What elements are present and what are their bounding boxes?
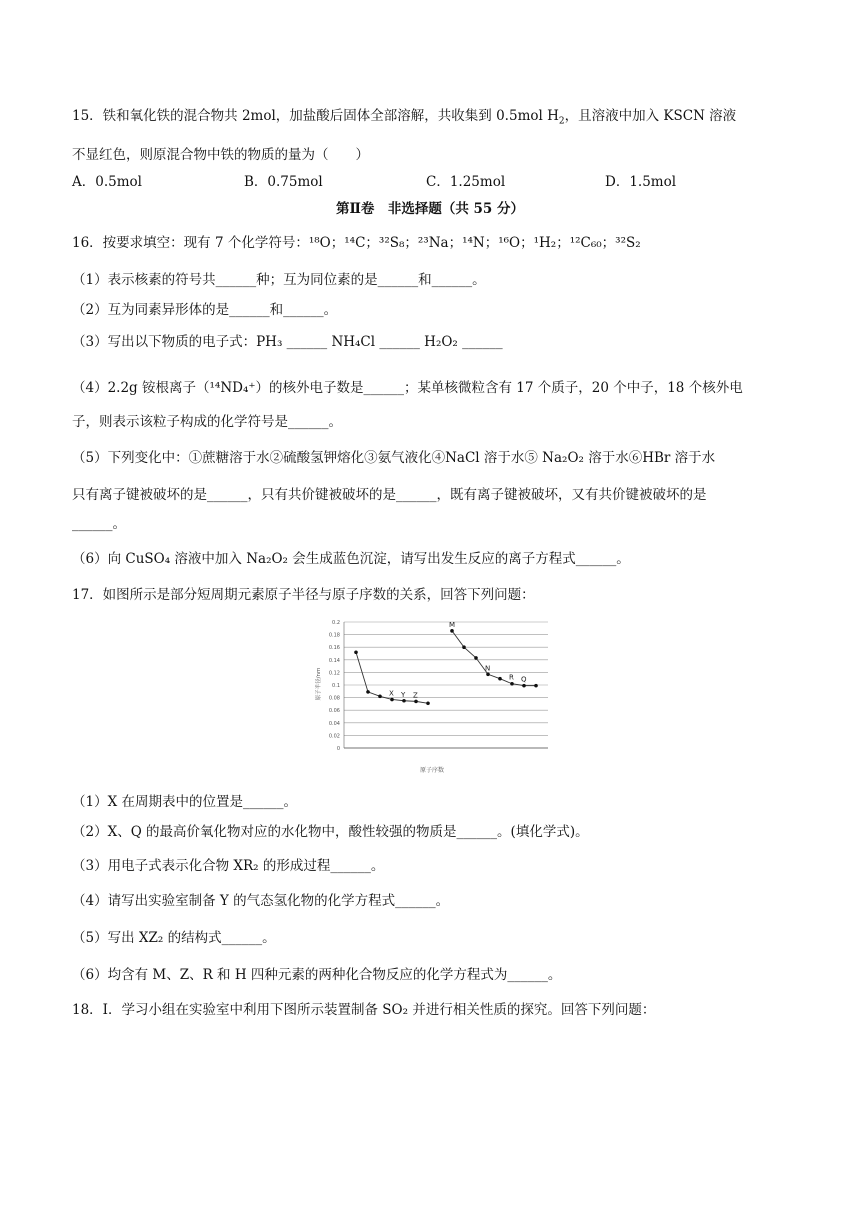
point-label: Y <box>401 690 406 699</box>
y-tick-label: 0.14 <box>328 657 340 664</box>
q16-intro-text: 16．按要求填空：现有 7 个化学符号： <box>72 235 309 251</box>
q16-p2: （2）互为同素异形体的是______和______。 <box>72 302 338 318</box>
y-tick-label: 0.18 <box>328 632 340 639</box>
y-tick-label: 0.12 <box>328 670 340 677</box>
q15-option-a: A．0.5mol <box>72 174 142 190</box>
y-tick-label: 0.1 <box>332 683 340 689</box>
q15-option-b: B．0.75mol <box>244 174 323 190</box>
y-tick-label: 0.06 <box>328 708 340 715</box>
y-axis-label: 原子半径/nm <box>316 667 322 701</box>
q17-p1: （1）X 在周期表中的位置是______。 <box>72 794 297 810</box>
q16-p4a: （4）2.2g 铵根离子（¹⁴ND₄⁺）的核外电子数是______；某单核微粒含有 17 个质子，20 个中子，18 个核外电 <box>72 380 743 396</box>
q15-h2-subscript: 2 <box>558 116 565 127</box>
data-point <box>354 650 358 654</box>
q17-p5: （5）写出 XZ₂ 的结构式______。 <box>72 930 276 946</box>
data-point <box>402 699 406 703</box>
q16-p5c: ______。 <box>72 516 126 532</box>
q17-p6: （6）均含有 M、Z、R 和 H 四种元素的两种化合物反应的化学方程式为______。 <box>72 967 562 983</box>
section2-title: 第Ⅱ卷 非选择题（共 55 分） <box>335 201 525 217</box>
q18-intro: 18．Ⅰ．学习小组在实验室中利用下图所示装置制备 SO₂ 并进行相关性质的探究。回答下列问题： <box>72 1002 656 1018</box>
q16-p3: （3）写出以下物质的电子式：PH₃ ______ NH₄Cl ______ H₂O₂ ______ <box>72 334 503 350</box>
data-point <box>426 701 430 705</box>
q16-p5b: 只有离子键被破坏的是______，只有共价键被破坏的是______，既有离子键被破坏，又有共价键被破坏的是 <box>72 487 707 503</box>
q15-text-a: 15．铁和氧化铁的混合物共 2mol，加盐酸后固体全部溶解，共收集到 0.5mol H <box>72 108 559 124</box>
q16-p5a: （5）下列变化中：①蔗糖溶于水②硫酸氢钾熔化③氨气液化④NaCl 溶于水⑤ Na₂O₂ 溶于水⑥HBr 溶于水 <box>72 450 716 466</box>
y-tick-label: 0.16 <box>328 645 340 652</box>
q15-text-c: ，且溶液中加入 KSCN 溶液 <box>564 108 737 124</box>
data-point <box>366 690 370 694</box>
q15-option-d: D．1.5mol <box>605 174 677 190</box>
q16-p4b: 子，则表示该粒子构成的化学符号是______。 <box>72 414 342 430</box>
y-tick-label: 0 <box>336 746 340 752</box>
data-point <box>534 684 538 688</box>
data-point <box>474 656 478 660</box>
data-point <box>510 682 514 686</box>
y-tick-label: 0.02 <box>328 733 340 740</box>
x-axis-label: 原子序数 <box>419 767 445 774</box>
data-point <box>522 684 526 688</box>
q15-line1 <box>72 106 736 126</box>
data-point <box>498 677 502 681</box>
q17-intro: 17．如图所示是部分短周期元素原子半径与原子序数的关系，回答下列问题： <box>72 587 535 603</box>
point-label: X <box>389 689 394 698</box>
q15-option-c: C．1.25mol <box>426 174 506 190</box>
data-point <box>486 672 490 676</box>
data-point <box>378 695 382 699</box>
q16-intro <box>72 233 641 253</box>
atomic-radius-chart <box>306 612 558 780</box>
point-label: R <box>509 673 514 682</box>
y-tick-label: 0.2 <box>332 620 340 626</box>
data-point <box>414 700 418 704</box>
data-point <box>450 629 454 633</box>
y-tick-label: 0.04 <box>328 720 340 727</box>
data-point <box>390 698 394 702</box>
q16-p6: （6）向 CuSO₄ 溶液中加入 Na₂O₂ 会生成蓝色沉淀，请写出发生反应的离子方程式______。 <box>72 551 630 567</box>
data-point <box>462 645 466 649</box>
q17-p2: （2）X、Q 的最高价氧化物对应的水化物中，酸性较强的物质是______。(填化学式)。 <box>72 824 589 840</box>
point-label: N <box>485 664 491 673</box>
q16-p1: （1）表示核素的符号共______种；互为同位素的是______和______。 <box>72 272 486 288</box>
y-tick-label: 0.08 <box>328 695 340 702</box>
q17-p3: （3）用电子式表示化合物 XR₂ 的形成过程______。 <box>72 858 385 874</box>
point-label: M <box>449 620 456 629</box>
q15-line2: 不显红色，则原混合物中铁的物质的量为（ ） <box>72 147 369 163</box>
q16-symbols: ¹⁸O；¹⁴C；³²S₈；²³Na；¹⁴N；¹⁶O；¹H₂；¹²C₆₀；³²S₂ <box>308 235 641 251</box>
point-label: Z <box>413 691 418 700</box>
point-label: Q <box>521 675 527 684</box>
q17-p4: （4）请写出实验室制备 Y 的气态氢化物的化学方程式______。 <box>72 893 450 909</box>
